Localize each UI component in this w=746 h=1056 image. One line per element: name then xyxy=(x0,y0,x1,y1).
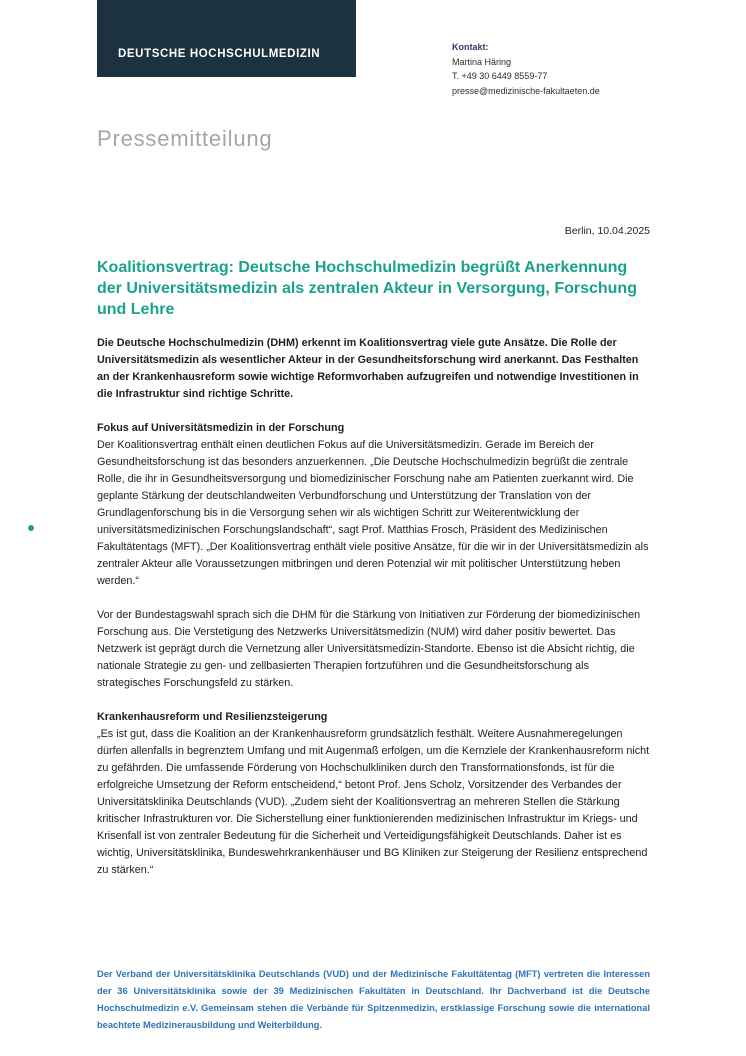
section-heading-krankenhausreform: Krankenhausreform und Resilienzsteigerung xyxy=(97,711,328,723)
contact-phone: T. +49 30 6449 8559-77 xyxy=(452,71,548,81)
paragraph-krankenhausreform-1: „Es ist gut, dass die Koalition an der Krankenhausreform grundsätzlich festhält. Weitere Ausnahmeregelungen dürfen allenfalls in begrenztem Umfang und mit Augenmaß erfolgen, um die Kernziele der Krankenhausreform nicht zu gefährden. Die umfassende Förderung von Hochschulkliniken durch den Transformationsfonds, ist für die erfolgreiche Umsetzung der Reform entscheidend,“ betont Prof. Jens Scholz, Vorsitzender des Verbandes der Universitätsklinika Deutschlands (VUD). „Zudem sieht der Koalitionsvertrag an mehreren Stellen die Stärkung kritischer Infrastrukturen vor. Die Sicherstellung einer funktionierenden medizinischen Infrastruktur im Kriegs- und Krisenfall ist von zentraler Bedeutung für die Sicherheit und Verteidigungsfähigkeit Deutschlands. Daher ist es wichtig, Universitätsklinika, Bundeswehrkrankenhäuser und BG Kliniken zur Steigerung der Resilienz entsprechend zu stärken.“ xyxy=(97,728,650,876)
footer-about: Der Verband der Universitätsklinika Deutschlands (VUD) und der Medizinische Fakultätentag (MFT) vertreten die Interessen der 36 Universitätsklinika sowie der 39 Medizinischen Fakultäten in Deutschland. Ihr Dachverband ist die Deutsche Hochschulmedizin e.V. Gemeinsam stehen die Verbände für Spitzenmedizin, erstklassige Forschung sowie die international beachtete Medizinerausbildung und Weiterbildung. xyxy=(97,969,650,1030)
contact-block xyxy=(452,40,600,98)
dateline: Berlin, 10.04.2025 xyxy=(564,225,650,237)
press-release-body xyxy=(97,257,653,896)
contact-name: Martina Häring xyxy=(452,56,512,67)
org-logo xyxy=(97,0,356,77)
paragraph-forschung-1: Der Koalitionsvertrag enthält einen deutlichen Fokus auf die Universitätsmedizin. Gerade im Bereich der Gesundheitsforschung ist das besonders anzuerkennen. „Die Deutsche Hochschulmedizin begrüßt die zentrale Rolle, die ihr in Gesundheitsversorgung und biomedizinischer Forschung nahe am Patienten zuerkannt wird. Die geplante Stärkung der deutschlandweiten Verbundforschung und Unterstützung der Translation von der Grundlagenforschung bis in die Versorgung sehen wir als wichtigen Schritt zur Weiterentwicklung der universitätsmedizinischen Forschungslandschaft“, sagt Prof. Matthias Frosch, Präsident des Medizinischen Fakultätentags (MFT). „Der Koalitionsvertrag enthält viele positive Ansätze, für die wir in der Universitätsmedizin als zentraler Akteur alle Voraussetzungen mitbringen und deren Potenzial wir mit politischer Unterstützung heben werden.“ xyxy=(97,439,649,587)
paragraph-forschung-2: Vor der Bundestagswahl sprach sich die DHM für die Stärkung von Initiativen zur Förderung der biomedizinischen Forschung aus. Die Verstetigung des Netzwerks Universitätsmedizin (NUM) wird daher positiv bewertet. Das Netzwerk ist geprägt durch die Vernetzung aller Universitätsmedizin-Standorte. Ebenso ist die Absicht richtig, die nationale Strategie zu gen- und zellbasierten Therapien fortzuführen und die Gesundheitsforschung als strategisches Forschungsfeld zu stärken. xyxy=(97,609,641,689)
contact-email: presse@medizinische-fakultaeten.de xyxy=(452,85,600,96)
lead-paragraph: Die Deutsche Hochschulmedizin (DHM) erkennt im Koalitionsvertrag viele gute Ansätze. Die Rolle der Universitätsmedizin als wesentlicher Akteur in der Gesundheitsforschung wird anerkannt. Das Festhalten an der Krankenhausreform sowie wichtige Reformvorhaben aufzugreifen und notwendige Investitionen in die Infrastruktur sind richtige Schritte. xyxy=(97,337,639,400)
document-type-label: Pressemitteilung xyxy=(97,126,273,151)
fold-mark-dot xyxy=(28,525,34,531)
section-heading-forschung: Fokus auf Universitätsmedizin in der Forschung xyxy=(97,422,345,434)
headline: Koalitionsvertrag: Deutsche Hochschulmedizin begrüßt Anerkennung der Universitätsmedizin als zentralen Akteur in Versorgung, Forschung und Lehre xyxy=(97,259,637,318)
org-logo-text: DEUTSCHE HOCHSCHULMEDIZIN xyxy=(118,48,321,60)
contact-label: Kontakt: xyxy=(452,42,489,52)
